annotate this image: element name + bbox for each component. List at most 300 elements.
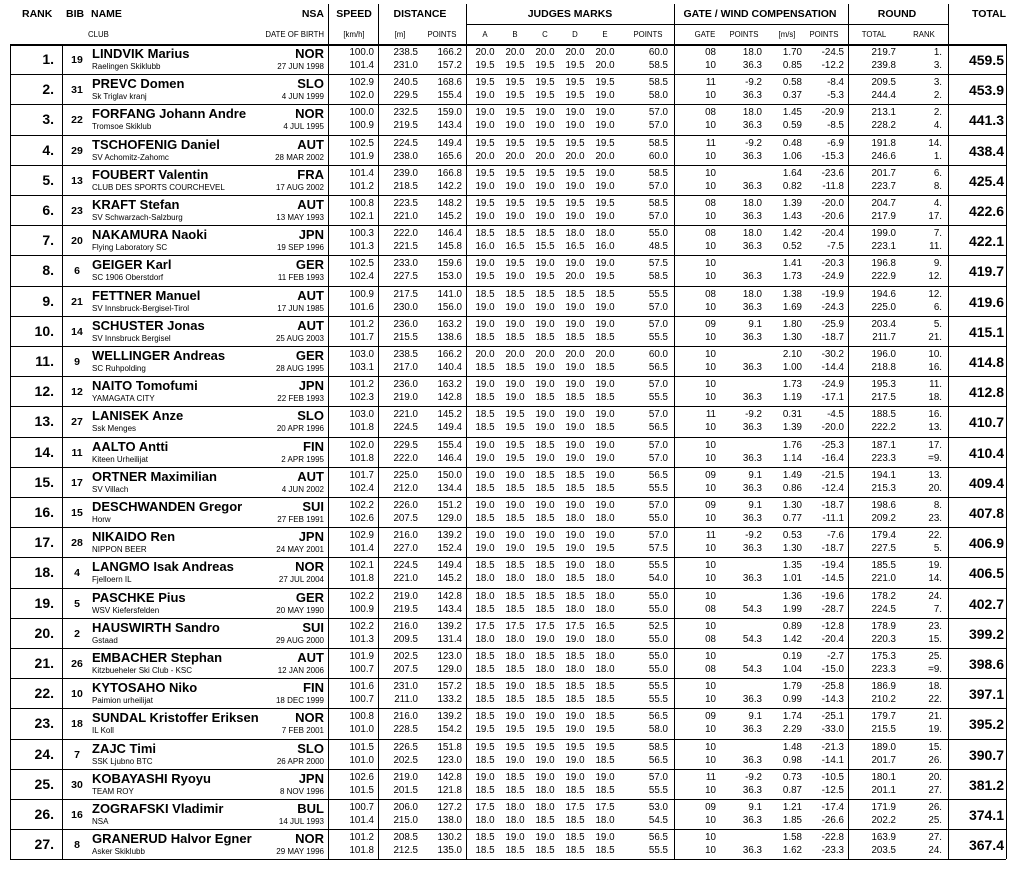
judge-mark: 19.5: [535, 271, 555, 283]
wind-points: -21.5: [821, 469, 844, 481]
distance-points: 149.4: [437, 422, 462, 434]
distance: 217.5: [393, 288, 418, 300]
judge-mark: 16.5: [505, 241, 525, 253]
distance-points: 142.8: [437, 771, 462, 783]
bib: 29: [71, 144, 83, 157]
judge-mark: 18.5: [595, 482, 615, 494]
wind-points: -23.6: [821, 167, 844, 179]
header-distance: DISTANCE: [393, 8, 447, 20]
judge-mark: 18.5: [535, 482, 555, 494]
round-total: 239.8: [871, 60, 896, 71]
club: SC Ruhpolding: [92, 364, 146, 373]
judge-mark: 19.0: [505, 392, 525, 404]
round-total: 211.7: [872, 331, 896, 343]
judge-mark: 19.5: [565, 77, 585, 89]
distance-points: 148.2: [437, 198, 462, 209]
bib: 11: [71, 446, 83, 459]
distance: 219.5: [393, 120, 418, 132]
distance: 229.5: [393, 439, 418, 451]
judge-mark: 20.0: [535, 47, 555, 58]
judge-mark: 19.0: [595, 167, 615, 179]
gate-points: 36.3: [742, 60, 762, 71]
judge-mark: 19.0: [505, 120, 525, 132]
gate: 10: [705, 90, 716, 102]
distance-points: 127.2: [437, 802, 462, 813]
distance: 238.5: [393, 349, 418, 360]
round-rank: 24.: [928, 845, 942, 857]
club: Raelingen Skiklubb: [92, 62, 161, 71]
judge-mark: 19.0: [565, 500, 585, 511]
judge-mark: 19.5: [475, 724, 495, 736]
distance-points: 139.2: [437, 620, 462, 632]
judge-mark: 19.5: [565, 198, 585, 209]
distance: 221.0: [393, 409, 418, 421]
header-rank: RANK: [22, 8, 53, 20]
round-rank: 13.: [928, 422, 942, 434]
round-total: 191.8: [871, 137, 896, 149]
judge-mark: 19.5: [505, 439, 525, 451]
total-points: 406.9: [968, 535, 1004, 552]
club: SV Innsbruck Bergisel: [92, 333, 171, 343]
round-total: 217.9: [871, 211, 896, 222]
judge-mark: 19.0: [505, 211, 525, 222]
judge-mark: 16.5: [565, 241, 585, 253]
wind-points: -19.9: [821, 288, 844, 300]
date-of-birth: 27 FEB 1991: [277, 515, 324, 524]
distance-points: 166.2: [437, 349, 462, 360]
round-total: 171.9: [871, 802, 896, 813]
judges-points: 60.0: [648, 349, 668, 360]
round-rank: 7.: [933, 603, 942, 615]
nsa: JPN: [298, 770, 324, 786]
gate-points: 9.1: [748, 318, 762, 330]
judge-mark: 19.5: [535, 724, 555, 736]
header-round-rank: RANK: [913, 30, 935, 39]
gate: 11: [705, 530, 716, 542]
judge-mark: 20.0: [535, 150, 555, 162]
judge-mark: 19.0: [565, 452, 585, 464]
column-divider: [466, 44, 467, 859]
bib: 27: [71, 416, 83, 429]
judge-mark: 18.5: [505, 331, 525, 343]
club: SV Achomitz-Zahomc: [92, 152, 169, 162]
nsa: JPN: [298, 378, 324, 394]
distance-points: 155.4: [437, 90, 462, 102]
judge-mark: 17.5: [565, 620, 585, 632]
judge-mark: 18.0: [565, 228, 585, 240]
judge-mark: 18.5: [565, 392, 585, 404]
gate-points: 36.3: [742, 815, 762, 826]
judge-mark: 16.0: [595, 241, 615, 253]
bib: 31: [71, 84, 83, 97]
judges-points: 55.5: [648, 288, 668, 300]
distance: 227.0: [393, 543, 418, 555]
judges-points: 55.5: [648, 482, 668, 494]
header-gate: GATE: [694, 30, 716, 39]
athlete-name: WELLINGER Andreas: [92, 348, 226, 363]
wind-points: -18.7: [821, 500, 844, 511]
club: IL Koll: [92, 726, 114, 736]
speed: 101.3: [349, 633, 374, 645]
wind-points: -24.5: [821, 47, 844, 58]
judge-mark: 19.0: [505, 711, 525, 723]
row-divider: [10, 195, 1006, 196]
judges-points: 54.5: [648, 815, 668, 826]
round-rank: 3.: [933, 77, 942, 89]
row-divider: [10, 648, 1006, 649]
judge-mark: 18.5: [505, 362, 525, 373]
distance-points: 143.4: [437, 603, 462, 615]
judge-mark: 18.5: [535, 694, 555, 706]
judge-mark: 18.5: [505, 590, 525, 602]
nsa: GER: [295, 348, 324, 363]
athlete-name: ZAJC Timi: [92, 740, 157, 756]
judge-mark: 19.5: [595, 741, 615, 753]
judge-mark: 20.0: [565, 271, 585, 283]
column-divider: [948, 44, 949, 859]
wind: 1.70: [782, 47, 802, 58]
judge-mark: 19.0: [535, 500, 555, 511]
round-rank: 11.: [929, 379, 942, 391]
header-subrule: [466, 24, 948, 25]
judges-points: 54.0: [648, 573, 668, 585]
club: Horw: [92, 515, 111, 524]
judges-points: 57.0: [648, 318, 668, 330]
wind: 1.99: [782, 603, 802, 615]
round-rank: 20.: [928, 771, 942, 783]
round-rank: 26.: [928, 802, 942, 813]
distance: 207.5: [393, 513, 418, 524]
round-total: 187.1: [871, 439, 896, 451]
rank: 19.: [34, 594, 54, 611]
judges-points: 57.5: [648, 543, 668, 555]
wind-points: -2.7: [827, 651, 844, 662]
round-rank: 18.: [928, 681, 942, 693]
round-rank: 27.: [928, 784, 942, 796]
judge-mark: 18.5: [565, 469, 585, 481]
judge-mark: 19.0: [565, 754, 585, 766]
wind-points: -20.4: [821, 633, 844, 645]
row-divider: [10, 376, 1006, 377]
wind-points: -21.3: [821, 741, 844, 753]
round-total: 225.0: [871, 301, 896, 313]
round-rank: 7.: [933, 228, 942, 240]
total-points: 399.2: [968, 625, 1004, 642]
round-rank: =9.: [928, 452, 942, 464]
wind: 1.64: [782, 167, 802, 179]
judge-mark: 19.5: [475, 77, 495, 89]
judge-mark: 18.5: [565, 681, 585, 693]
speed: 103.0: [349, 409, 374, 421]
judge-mark: 18.5: [475, 711, 495, 723]
total-points: 419.6: [968, 293, 1004, 310]
total-points: 412.8: [968, 384, 1004, 401]
judges-points: 55.5: [648, 784, 668, 796]
gate: 10: [705, 543, 716, 555]
judge-mark: 18.5: [595, 392, 615, 404]
nsa: NOR: [295, 106, 324, 122]
gate: 10: [705, 815, 716, 826]
athlete-name: EMBACHER Stephan: [92, 650, 223, 665]
total-points: 410.7: [968, 414, 1004, 431]
rank: 15.: [34, 473, 54, 490]
athlete-name: FOUBERT Valentin: [92, 166, 209, 182]
distance: 236.0: [393, 379, 418, 391]
wind-points: -18.7: [821, 543, 844, 555]
athlete-name: PREVC Domen: [92, 76, 185, 92]
header-total: TOTAL: [971, 8, 1006, 20]
judges-points: 48.5: [648, 241, 668, 253]
judge-mark: 19.0: [565, 560, 585, 572]
gate: 10: [705, 392, 716, 404]
row-divider: [10, 859, 1006, 860]
judge-mark: 19.5: [535, 741, 555, 753]
judge-mark: 18.5: [565, 784, 585, 796]
nsa: AUT: [297, 650, 324, 665]
judge-mark: 18.5: [505, 482, 525, 494]
judge-mark: 18.5: [475, 513, 495, 524]
gate: 08: [705, 228, 716, 240]
speed: 100.9: [349, 288, 374, 300]
round-rank: 8.: [933, 500, 942, 511]
distance-points: 151.8: [437, 741, 462, 753]
nsa: NOR: [295, 559, 324, 575]
distance-points: 139.2: [437, 711, 462, 723]
judge-mark: 19.0: [535, 107, 555, 119]
wind-points: -22.8: [821, 832, 844, 844]
distance: 202.5: [393, 651, 418, 662]
nsa: FIN: [303, 438, 324, 454]
judge-mark: 20.0: [565, 47, 585, 58]
wind-points: -15.3: [821, 150, 844, 162]
round-total: 196.8: [871, 258, 896, 270]
bib: 26: [71, 658, 83, 670]
rank: 5.: [42, 171, 54, 188]
wind: 1.85: [782, 815, 802, 826]
distance-points: 154.2: [437, 724, 462, 736]
judge-mark: 19.0: [505, 301, 525, 313]
row-divider: [10, 588, 1006, 589]
round-rank: 23.: [928, 513, 942, 524]
rank: 13.: [34, 413, 54, 430]
gate-points: 36.3: [742, 482, 762, 494]
distance-points: 155.4: [437, 439, 462, 451]
header-judge-e: E: [602, 30, 608, 39]
gate: 10: [705, 452, 716, 464]
nsa: AUT: [297, 317, 324, 333]
round-rank: 2.: [933, 107, 942, 119]
speed: 102.2: [349, 590, 374, 602]
header-column-divider: [948, 4, 949, 44]
gate-points: 36.3: [742, 211, 762, 222]
judge-mark: 19.0: [535, 180, 555, 192]
judge-mark: 19.5: [565, 741, 585, 753]
speed: 103.1: [349, 362, 374, 373]
wind-points: -33.0: [821, 724, 844, 736]
athlete-name: GEIGER Karl: [92, 257, 172, 273]
round-rank: 6.: [933, 167, 942, 179]
bib: 7: [74, 748, 80, 761]
club: Gstaad: [92, 635, 118, 645]
distance: 224.5: [393, 137, 418, 149]
judges-points: 57.0: [648, 500, 668, 511]
total-points: 441.3: [968, 112, 1004, 129]
round-rank: 8.: [933, 180, 942, 192]
club: NSA: [92, 817, 109, 826]
date-of-birth: 12 JAN 2006: [277, 666, 324, 675]
gate: 11: [705, 409, 716, 421]
total-points: 459.5: [968, 52, 1004, 68]
judge-mark: 18.5: [595, 422, 615, 434]
wind-points: -14.3: [821, 694, 844, 706]
gate: 09: [705, 318, 716, 330]
athlete-name: TSCHOFENIG Daniel: [92, 136, 220, 152]
round-total: 213.1: [871, 107, 896, 119]
judge-mark: 18.0: [505, 633, 525, 645]
judge-mark: 18.5: [535, 560, 555, 572]
round-total: 215.5: [871, 724, 896, 736]
judge-mark: 18.5: [535, 590, 555, 602]
club: WSV Kiefersfelden: [92, 605, 160, 615]
speed: 101.8: [349, 452, 374, 464]
judges-points: 55.5: [648, 845, 668, 857]
speed: 101.7: [349, 331, 374, 343]
gate-points: 54.3: [742, 603, 762, 615]
distance-points: 129.0: [437, 513, 462, 524]
row-divider: [10, 225, 1006, 226]
speed: 102.9: [349, 77, 374, 89]
rank: 10.: [34, 322, 54, 339]
round-total: 178.9: [871, 620, 896, 632]
date-of-birth: 28 AUG 1995: [275, 364, 324, 373]
judge-mark: 19.5: [535, 60, 555, 71]
speed: 101.9: [349, 651, 374, 662]
distance-points: 146.4: [437, 452, 462, 464]
round-total: 222.2: [871, 422, 896, 434]
bib: 14: [71, 325, 83, 338]
speed: 103.0: [349, 349, 374, 360]
gate: 10: [705, 832, 716, 844]
judge-mark: 20.0: [505, 47, 525, 58]
judge-mark: 19.0: [475, 530, 495, 542]
round-total: 209.5: [871, 77, 896, 89]
date-of-birth: 25 AUG 2003: [275, 333, 324, 343]
athlete-name: KYTOSAHO Niko: [92, 680, 198, 696]
distance: 226.5: [393, 741, 418, 753]
club: NIPPON BEER: [92, 545, 147, 555]
date-of-birth: 27 JUL 2004: [278, 575, 324, 585]
club: SV Innsbruck-Bergisel-Tirol: [92, 303, 190, 313]
gate: 10: [705, 167, 716, 179]
judge-mark: 19.0: [565, 362, 585, 373]
speed: 101.6: [349, 681, 374, 693]
speed: 102.2: [349, 500, 374, 511]
round-rank: 5.: [933, 543, 942, 555]
column-divider: [328, 44, 329, 859]
distance: 206.0: [393, 802, 418, 813]
judge-mark: 18.0: [595, 664, 615, 675]
gate: 11: [705, 771, 716, 783]
judge-mark: 19.0: [595, 180, 615, 192]
round-rank: 11.: [929, 241, 942, 253]
gate: 10: [705, 784, 716, 796]
wind: 1.69: [782, 301, 802, 313]
gate-points: -9.2: [745, 530, 762, 542]
judge-mark: 18.5: [475, 409, 495, 421]
speed: 101.2: [349, 180, 374, 192]
header-distance-points: POINTS: [427, 30, 457, 39]
judge-mark: 19.0: [505, 469, 525, 481]
judge-mark: 18.5: [565, 573, 585, 585]
judge-mark: 18.5: [595, 362, 615, 373]
judges-points: 57.0: [648, 211, 668, 222]
row-divider: [10, 829, 1006, 830]
gate-points: 36.3: [742, 513, 762, 524]
gate: 10: [705, 60, 716, 71]
judge-mark: 18.5: [475, 651, 495, 662]
round-total: 223.1: [871, 241, 896, 253]
speed: 101.2: [349, 318, 374, 330]
judge-mark: 18.5: [475, 560, 495, 572]
distance: 221.0: [393, 573, 418, 585]
round-total: 186.9: [871, 681, 896, 693]
judge-mark: 18.0: [595, 815, 615, 826]
wind-points: -6.9: [827, 137, 844, 149]
gate-points: 36.3: [742, 422, 762, 434]
distance: 218.5: [393, 180, 418, 192]
judge-mark: 18.5: [505, 228, 525, 240]
column-divider: [674, 44, 675, 859]
club: Paimion urheilijat: [92, 696, 153, 706]
wind: 1.30: [782, 500, 802, 511]
distance: 230.0: [393, 301, 418, 313]
judge-mark: 19.0: [535, 422, 555, 434]
bib: 21: [71, 295, 83, 308]
speed: 101.4: [349, 543, 374, 555]
distance-points: 121.8: [437, 784, 462, 796]
judge-mark: 19.0: [565, 180, 585, 192]
header-name: NAME: [91, 8, 122, 20]
round-total: 203.5: [871, 845, 896, 857]
nsa: AUT: [297, 468, 324, 484]
judge-mark: 19.0: [475, 90, 495, 102]
judge-mark: 19.0: [565, 107, 585, 119]
rank: 25.: [34, 775, 54, 792]
total-points: 395.2: [968, 716, 1004, 733]
club: CLUB DES SPORTS COURCHEVEL: [92, 182, 225, 192]
judges-points: 55.0: [648, 513, 668, 524]
gate: 11: [705, 137, 716, 149]
distance-points: 123.0: [437, 651, 462, 662]
total-points: 425.4: [968, 172, 1004, 189]
gate-points: 18.0: [742, 228, 762, 240]
distance: 221.5: [393, 241, 418, 253]
total-points: 398.6: [968, 656, 1004, 672]
judges-points: 58.5: [648, 741, 668, 753]
judge-mark: 20.0: [595, 150, 615, 162]
judge-mark: 18.5: [595, 784, 615, 796]
rank: 17.: [34, 534, 54, 551]
judge-mark: 19.0: [595, 771, 615, 783]
athlete-name: PASCHKE Pius: [92, 589, 186, 605]
round-rank: 9.: [933, 258, 942, 270]
round-rank: 22.: [928, 694, 942, 706]
club: Flying Laboratory SC: [92, 243, 168, 253]
judge-mark: 18.5: [475, 754, 495, 766]
bib: 15: [71, 507, 83, 519]
rank: 21.: [34, 655, 54, 671]
judge-mark: 19.0: [565, 771, 585, 783]
